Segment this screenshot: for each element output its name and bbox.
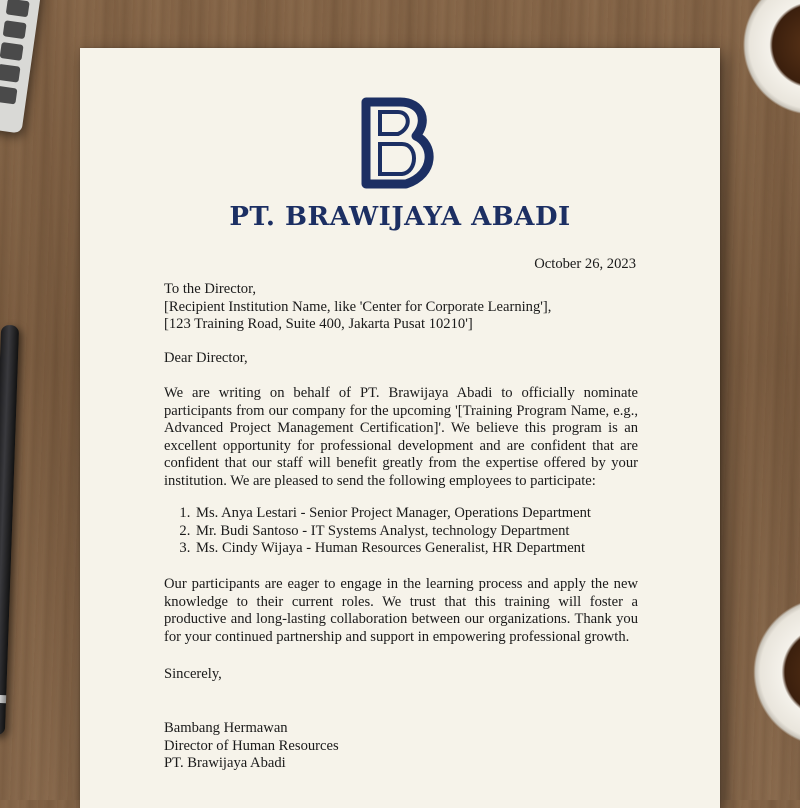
- signature-name: Bambang Hermawan: [164, 720, 288, 736]
- coffee-cup-bottom: [748, 592, 800, 752]
- paragraph-2: Our participants are eager to engage in the learning process and apply the new knowledge to their current roles. We trust that this training will foster a productive and long-lasting collaboration between our organizations. Thank you for your continued partnership and support in empowering professional growth.: [164, 576, 638, 645]
- recipient-institution: [Recipient Institution Name, like 'Center for Corporate Learning'],: [164, 298, 552, 315]
- list-item: 1. Ms. Anya Lestari - Senior Project Manager, Operations Department: [194, 505, 646, 523]
- list-item: 3. Ms. Cindy Wijaya - Human Resources Generalist, HR Department: [194, 540, 646, 558]
- recipient-to: To the Director,: [164, 281, 257, 297]
- signature-block: [164, 720, 638, 773]
- letter-paper: [80, 48, 720, 808]
- recipient-block: [164, 281, 638, 334]
- paragraph-1: We are writing on behalf of PT. Brawijaya Abadi to officially nominate participants from our company for the upcoming '[Training Program Name, e.g., Advanced Project Management Certification]'. We believe this program is an excellent opportunity for professional development and are confident that are confident that our staff will benefit greatly from the expertise offered by your institution. We are pleased to send the following employees to participate:: [164, 385, 638, 489]
- greeting: Dear Director,: [164, 350, 248, 366]
- pen: [0, 325, 19, 735]
- letter-date: October 26, 2023: [534, 256, 636, 272]
- closing: Sincerely,: [164, 666, 222, 682]
- keyboard-corner: [0, 0, 42, 134]
- participant-list: [176, 505, 646, 558]
- list-item: 2. Mr. Budi Santoso - IT Systems Analyst, technology Department: [194, 523, 646, 541]
- signature-company: PT. Brawijaya Abadi: [164, 755, 286, 771]
- company-name: PT. BRAWIJAYA ABADI: [229, 202, 571, 232]
- recipient-address: [123 Training Road, Suite 400, Jakarta Pusat 10210']: [164, 316, 473, 332]
- coffee-cup-top: [738, 0, 800, 120]
- signature-title: Director of Human Resources: [164, 737, 339, 754]
